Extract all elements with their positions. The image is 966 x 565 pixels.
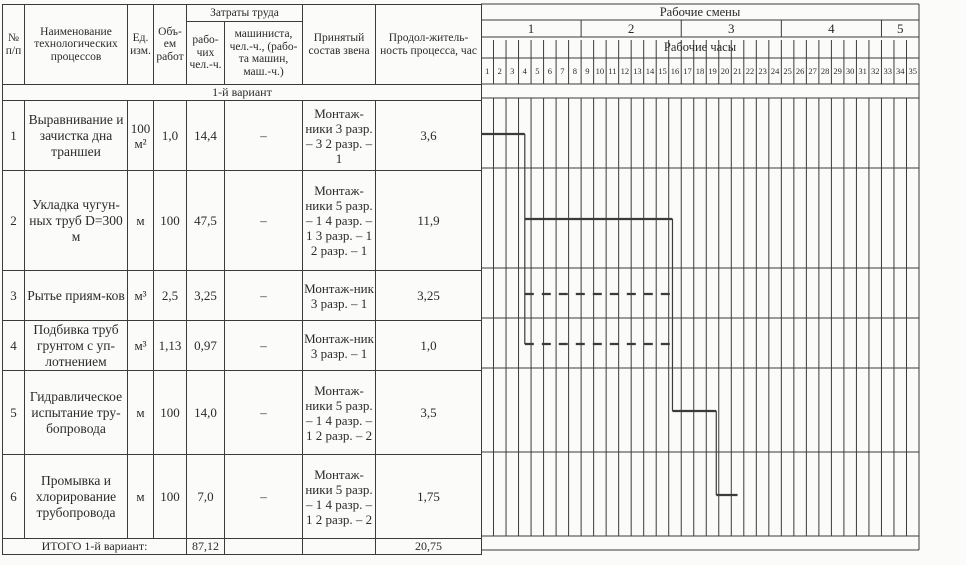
row-num: 2 [3, 171, 25, 271]
header-volume: Объ-ем работ [154, 5, 187, 85]
header-team: Принятый состав звена [303, 5, 376, 85]
row-process: Укладка чугун-ных труб D=300 м [25, 171, 128, 271]
row-volume: 100 [154, 171, 187, 271]
row-process: Подбивка труб грунтом с уп-лотнением [25, 321, 128, 371]
row-machine: – [225, 101, 303, 171]
row-team: Монтаж-ники 5 разр. – 1 4 разр. – 1 2 разр. – 2 [303, 371, 376, 455]
table-row [3, 321, 482, 371]
hour-number: 32 [870, 66, 880, 76]
row-process: Рытье приям-ков [25, 271, 128, 321]
shift-number: 5 [896, 21, 904, 36]
row-labor: 47,5 [187, 171, 225, 271]
row-machine: – [225, 271, 303, 321]
row-num: 1 [3, 101, 25, 171]
row-machine: – [225, 321, 303, 371]
hour-number: 13 [633, 66, 642, 76]
row-labor: 0,97 [187, 321, 225, 371]
row-duration: 1,0 [376, 321, 482, 371]
header-num: № п/п [3, 5, 25, 85]
hour-number: 8 [572, 66, 577, 76]
hour-number: 11 [608, 66, 617, 76]
header-unit: Ед. изм. [128, 5, 154, 85]
hour-number: 31 [858, 66, 867, 76]
row-team: Монтаж-ник 3 разр. – 1 [303, 271, 376, 321]
row-unit: 100 м² [128, 101, 154, 171]
hour-number: 26 [795, 66, 805, 76]
row-unit: м [128, 371, 154, 455]
row-process: Гидравлическое испытание тру-бопровода [25, 371, 128, 455]
header-row-1 [3, 5, 482, 22]
hour-number: 30 [845, 66, 855, 76]
row-machine: – [225, 171, 303, 271]
hour-number: 28 [820, 66, 830, 76]
row-labor: 3,25 [187, 271, 225, 321]
row-num: 4 [3, 321, 25, 371]
hour-number: 9 [585, 66, 590, 76]
hour-number: 27 [808, 66, 817, 76]
hour-number: 19 [708, 66, 717, 76]
hour-number: 10 [595, 66, 605, 76]
hour-number: 34 [895, 66, 905, 76]
row-duration: 11,9 [376, 171, 482, 271]
row-unit: м [128, 171, 154, 271]
hour-number: 29 [833, 66, 842, 76]
hour-number: 17 [683, 66, 692, 76]
hour-number: 21 [733, 66, 742, 76]
total-duration: 20,75 [376, 539, 482, 555]
row-num: 6 [3, 455, 25, 539]
row-team: Монтаж-ники 3 разр. – 3 2 разр. – 1 [303, 101, 376, 171]
hour-number: 18 [695, 66, 705, 76]
row-unit: м³ [128, 271, 154, 321]
hour-number: 20 [720, 66, 730, 76]
shift-number: 4 [828, 21, 835, 36]
row-duration: 3,6 [376, 101, 482, 171]
row-volume: 2,5 [154, 271, 187, 321]
schedule-table [2, 4, 482, 555]
total-machine-empty [225, 539, 303, 555]
row-labor: 14,0 [187, 371, 225, 455]
row-labor: 14,4 [187, 101, 225, 171]
row-duration: 3,5 [376, 371, 482, 455]
row-volume: 100 [154, 371, 187, 455]
hour-number: 3 [510, 66, 515, 76]
header-labor-workers: рабо-чих чел.-ч. [187, 22, 225, 85]
shift-number: 2 [627, 21, 635, 36]
row-team: Монтаж-ник 3 разр. – 1 [303, 321, 376, 371]
row-unit: м [128, 455, 154, 539]
hour-number: 35 [908, 66, 917, 76]
hour-number: 24 [770, 66, 780, 76]
row-volume: 1,0 [154, 101, 187, 171]
row-machine: – [225, 371, 303, 455]
hour-number: 15 [658, 66, 667, 76]
variant-label: 1-й вариант [3, 85, 482, 101]
total-labor: 87,12 [187, 539, 225, 555]
hour-number: 4 [522, 66, 527, 76]
row-unit: м³ [128, 321, 154, 371]
total-label: ИТОГО 1-й вариант: [3, 539, 187, 555]
row-process: Промывка и хлорирование трубопровода [25, 455, 128, 539]
total-row [3, 539, 482, 555]
shifts-title: Рабочие смены [659, 5, 741, 19]
row-num: 3 [3, 271, 25, 321]
hours-title: Рабочие часы [663, 40, 737, 54]
shift-number: 1 [527, 21, 535, 36]
row-machine: – [225, 455, 303, 539]
table-row [3, 371, 482, 455]
hour-number: 23 [758, 66, 767, 76]
header-duration: Продол-житель-ность процесса, час [376, 5, 482, 85]
hour-number: 7 [560, 66, 565, 76]
row-duration: 1,75 [376, 455, 482, 539]
table-row [3, 101, 482, 171]
hour-number: 33 [883, 66, 892, 76]
row-duration: 3,25 [376, 271, 482, 321]
table-row [3, 455, 482, 539]
shift-number: 3 [728, 21, 735, 36]
table-row [3, 171, 482, 271]
hour-number: 22 [745, 66, 755, 76]
hour-number: 6 [547, 66, 552, 76]
header-labor-group: Затраты труда [187, 5, 303, 22]
total-team-empty [303, 539, 376, 555]
hour-number: 16 [670, 66, 680, 76]
row-process: Выравнивание и зачистка дна траншеи [25, 101, 128, 171]
variant-row [3, 85, 482, 101]
row-labor: 7,0 [187, 455, 225, 539]
table-row [3, 271, 482, 321]
row-volume: 100 [154, 455, 187, 539]
hour-number: 12 [620, 66, 630, 76]
hour-number: 14 [645, 66, 655, 76]
row-team: Монтаж-ники 5 разр. – 1 4 разр. – 1 3 разр. – 1 2 разр. – 1 [303, 171, 376, 271]
header-process: Наименование технологических процессов [25, 5, 128, 85]
hour-number: 2 [497, 66, 502, 76]
header-labor-machines: машиниста, чел.-ч., (рабо-та машин, маш.-ч.) [225, 22, 303, 85]
row-volume: 1,13 [154, 321, 187, 371]
hour-number: 1 [485, 66, 490, 76]
row-team: Монтаж-ники 5 разр. – 1 4 разр. – 1 2 разр. – 2 [303, 455, 376, 539]
row-num: 5 [3, 371, 25, 455]
hour-number: 5 [535, 66, 540, 76]
hour-number: 25 [783, 66, 792, 76]
